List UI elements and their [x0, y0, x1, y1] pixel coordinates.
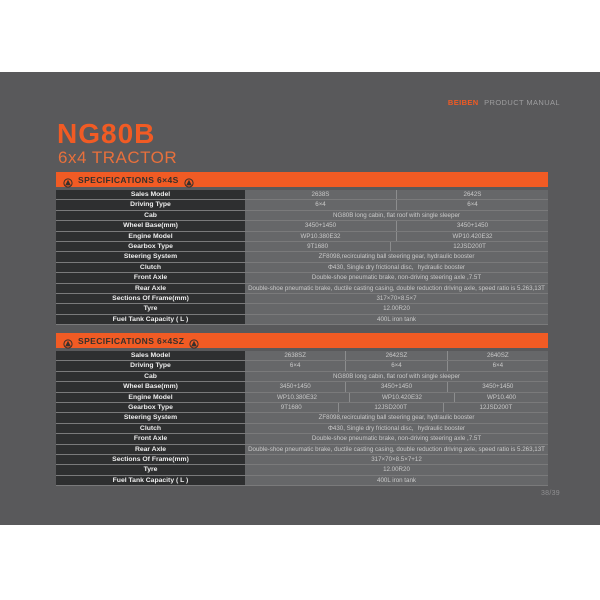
table-row — [56, 284, 548, 294]
table-row — [56, 190, 548, 200]
row-value: 400L iron tank — [245, 315, 548, 324]
table-row — [56, 393, 548, 403]
table-row — [56, 361, 548, 371]
row-value: NG80B long cabin, flat roof with single sleeper — [245, 211, 548, 220]
row-value: Double-shoe pneumatic brake, non-driving steering axle ,7.5T — [245, 273, 548, 282]
table-row — [56, 445, 548, 455]
row-value: Double-shoe pneumatic brake, non-driving steering axle ,7.5T — [245, 434, 548, 443]
row-value: 6×4 — [245, 361, 345, 370]
row-label: Sales Model — [56, 351, 245, 360]
row-label: Cab — [56, 372, 245, 381]
row-value: 2638S — [245, 190, 396, 199]
row-value: WP10.420E32 — [349, 393, 454, 402]
row-label: Tyre — [56, 304, 245, 313]
row-label: Rear Axle — [56, 445, 245, 454]
table-row — [56, 221, 548, 231]
spec-table — [56, 351, 548, 486]
manual-label: PRODUCT MANUAL — [484, 98, 560, 107]
table-row — [56, 351, 548, 361]
page-title: NG80B — [57, 118, 156, 149]
table-row — [56, 424, 548, 434]
manual-header — [448, 98, 560, 107]
beiben-logo-icon — [189, 336, 199, 346]
row-value: 12JSD200T — [338, 403, 443, 412]
table-row — [56, 242, 548, 252]
table-row — [56, 382, 548, 392]
row-value: 12.00R20 — [245, 465, 548, 474]
row-value: WP10.380E32 — [245, 232, 396, 241]
row-label: Clutch — [56, 424, 245, 433]
table-row — [56, 232, 548, 242]
row-value: ZF8098,recirculating ball steering gear, hydraulic booster — [245, 413, 548, 422]
row-value: 317×70×8.5×7 — [245, 294, 548, 303]
spec-heading: SPECIFICATIONS 6×4S — [78, 174, 179, 185]
row-value: WP10.380E32 — [245, 393, 349, 402]
row-label: Front Axle — [56, 434, 245, 443]
row-label: Steering System — [56, 413, 245, 422]
page-number: 38/39 — [540, 490, 560, 497]
row-label: Tyre — [56, 465, 245, 474]
table-row — [56, 434, 548, 444]
row-value: Φ430, Single dry frictional disc，hydraulic booster — [245, 424, 548, 433]
row-value: 12.00R20 — [245, 304, 548, 313]
row-value: 317×70×8.5×7+12 — [245, 455, 548, 464]
table-row — [56, 372, 548, 382]
row-value: Double-shoe pneumatic brake, ductile casting casing, double reduction driving axle, speed ratio is 5.263,13T — [245, 284, 548, 293]
spec-section-6x4s — [56, 172, 548, 325]
row-value: 2638SZ — [245, 351, 345, 360]
row-value: 3450+1450 — [345, 382, 446, 391]
row-label: Sections Of Frame(mm) — [56, 455, 245, 464]
row-value: 3450+1450 — [396, 221, 548, 230]
row-value: 2642S — [396, 190, 548, 199]
row-label: Gearbox Type — [56, 242, 245, 251]
row-label: Wheel Base(mm) — [56, 221, 245, 230]
table-row — [56, 273, 548, 283]
row-value: 400L iron tank — [245, 476, 548, 485]
row-value: WP10.400 — [454, 393, 548, 402]
row-value: Φ430, Single dry frictional disc，hydraulic booster — [245, 263, 548, 272]
table-row — [56, 211, 548, 221]
row-label: Fuel Tank Capacity ( L ) — [56, 476, 245, 485]
row-value: 12JSD200T — [390, 242, 548, 251]
beiben-logo-icon — [184, 175, 194, 185]
table-row — [56, 465, 548, 475]
table-row — [56, 200, 548, 210]
row-value: WP10.420E32 — [396, 232, 548, 241]
row-label: Rear Axle — [56, 284, 245, 293]
row-label: Driving Type — [56, 361, 245, 370]
row-label: Fuel Tank Capacity ( L ) — [56, 315, 245, 324]
row-value: 2642SZ — [345, 351, 446, 360]
table-row — [56, 263, 548, 273]
row-value: 6×4 — [447, 361, 548, 370]
table-row — [56, 413, 548, 423]
row-value: 9T1680 — [245, 242, 390, 251]
table-row — [56, 403, 548, 413]
row-value: 6×4 — [345, 361, 446, 370]
spec-heading: SPECIFICATIONS 6×4SZ — [78, 335, 185, 346]
row-value: 6×4 — [396, 200, 548, 209]
beiben-logo-icon — [63, 336, 73, 346]
brand-name: BEIBEN — [447, 98, 479, 107]
row-label: Sales Model — [56, 190, 245, 199]
page-background — [0, 72, 600, 525]
table-row — [56, 304, 548, 314]
spec-bar — [56, 333, 548, 348]
spec-section-6x4sz — [56, 333, 548, 486]
row-label: Driving Type — [56, 200, 245, 209]
row-value: 2640SZ — [447, 351, 548, 360]
row-label: Sections Of Frame(mm) — [56, 294, 245, 303]
row-value: 9T1680 — [245, 403, 338, 412]
row-value: 3450+1450 — [245, 221, 396, 230]
table-row — [56, 294, 548, 304]
row-value: 3450+1450 — [245, 382, 345, 391]
row-label: Gearbox Type — [56, 403, 245, 412]
spec-bar — [56, 172, 548, 187]
row-value: 6×4 — [245, 200, 396, 209]
row-value: ZF8098,recirculating ball steering gear, hydraulic booster — [245, 252, 548, 261]
row-label: Clutch — [56, 263, 245, 272]
row-value: 3450+1450 — [447, 382, 548, 391]
table-row — [56, 315, 548, 325]
row-value: Double-shoe pneumatic brake, ductile casting casing, double reduction driving axle, speed ratio is 5.263,13T — [245, 445, 548, 454]
table-row — [56, 252, 548, 262]
page-subtitle: 6x4 TRACTOR — [58, 148, 178, 167]
row-label: Engine Model — [56, 393, 245, 402]
table-row — [56, 455, 548, 465]
table-row — [56, 476, 548, 486]
row-label: Cab — [56, 211, 245, 220]
row-value: 12JSD200T — [443, 403, 548, 412]
row-label: Steering System — [56, 252, 245, 261]
row-value: NG80B long cabin, flat roof with single sleeper — [245, 372, 548, 381]
row-label: Engine Model — [56, 232, 245, 241]
spec-table — [56, 190, 548, 325]
row-label: Front Axle — [56, 273, 245, 282]
row-label: Wheel Base(mm) — [56, 382, 245, 391]
beiben-logo-icon — [63, 175, 73, 185]
